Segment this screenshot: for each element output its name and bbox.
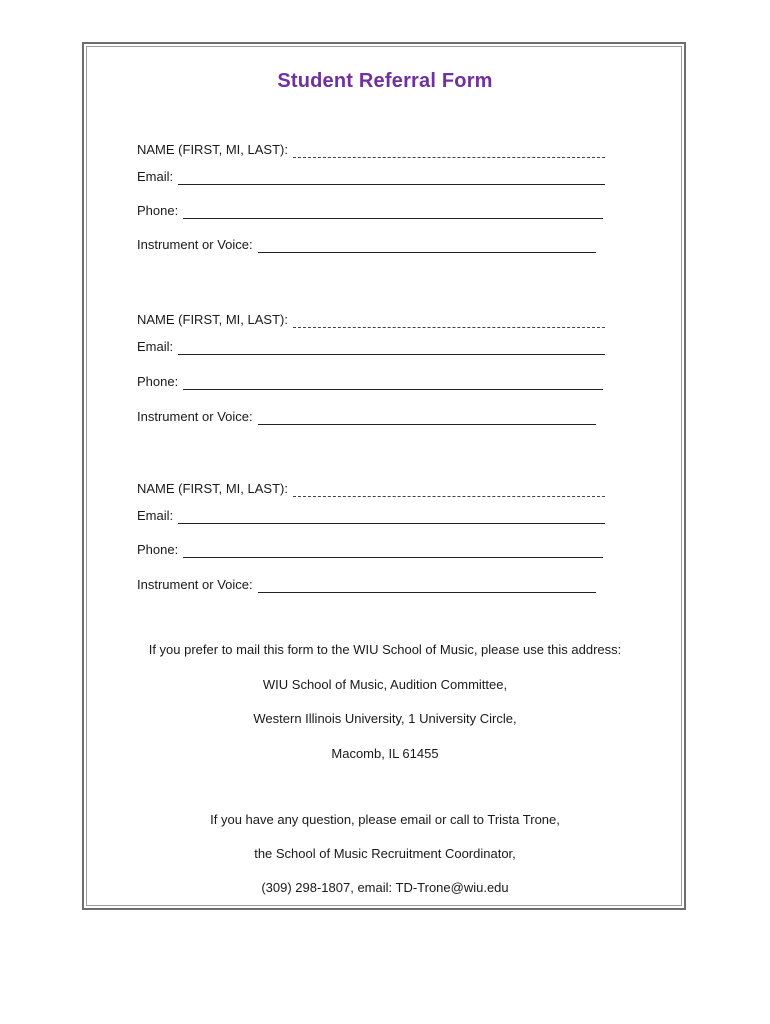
name-label: NAME (FIRST, MI, LAST): [137, 142, 288, 157]
instrument-label: Instrument or Voice: [137, 237, 253, 252]
instrument-label: Instrument or Voice: [137, 577, 253, 592]
email-line[interactable] [178, 342, 605, 355]
phone-field-3[interactable] [137, 540, 603, 558]
form-title: Student Referral Form [277, 70, 493, 92]
phone-label: Phone: [137, 374, 179, 389]
phone-label: Phone: [137, 542, 179, 557]
email-field-2[interactable] [137, 337, 605, 355]
address-line-3: Macomb, IL 61455 [331, 746, 439, 761]
address-line-1: WIU School of Music, Audition Committee, [262, 677, 508, 692]
email-label: Email: [137, 339, 174, 354]
phone-line[interactable] [183, 377, 603, 390]
phone-field-1[interactable] [137, 201, 603, 219]
contact-line-2: the School of Music Recruitment Coordinator, [254, 846, 516, 861]
instrument-line[interactable] [258, 412, 596, 425]
email-line[interactable] [178, 511, 605, 524]
phone-label: Phone: [137, 203, 179, 218]
instrument-line[interactable] [258, 240, 596, 253]
phone-line[interactable] [183, 206, 603, 219]
instrument-field-1[interactable] [137, 235, 596, 253]
address-line-2: Western Illinois University, 1 University Circle, [253, 711, 517, 726]
instrument-label: Instrument or Voice: [137, 409, 253, 424]
name-label: NAME (FIRST, MI, LAST): [137, 312, 288, 327]
email-label: Email: [137, 508, 174, 523]
instrument-line[interactable] [258, 580, 596, 593]
name-field-2[interactable] [137, 310, 605, 328]
phone-field-2[interactable] [137, 372, 603, 390]
instrument-field-2[interactable] [137, 407, 596, 425]
email-label: Email: [137, 169, 174, 184]
instrument-field-3[interactable] [137, 575, 596, 593]
email-line[interactable] [178, 172, 605, 185]
name-line[interactable] [293, 315, 605, 328]
name-line[interactable] [293, 484, 605, 497]
contact-line-3: (309) 298-1807, email: TD-Trone@wiu.edu [261, 880, 509, 895]
email-field-1[interactable] [137, 167, 605, 185]
contact-line-1: If you have any question, please email or call to Trista Trone, [210, 812, 560, 827]
name-line[interactable] [293, 145, 605, 158]
mail-intro: If you prefer to mail this form to the WIU School of Music, please use this address: [148, 642, 622, 657]
phone-line[interactable] [183, 545, 603, 558]
name-field-1[interactable] [137, 140, 605, 158]
name-label: NAME (FIRST, MI, LAST): [137, 481, 288, 496]
name-field-3[interactable] [137, 479, 605, 497]
email-field-3[interactable] [137, 506, 605, 524]
